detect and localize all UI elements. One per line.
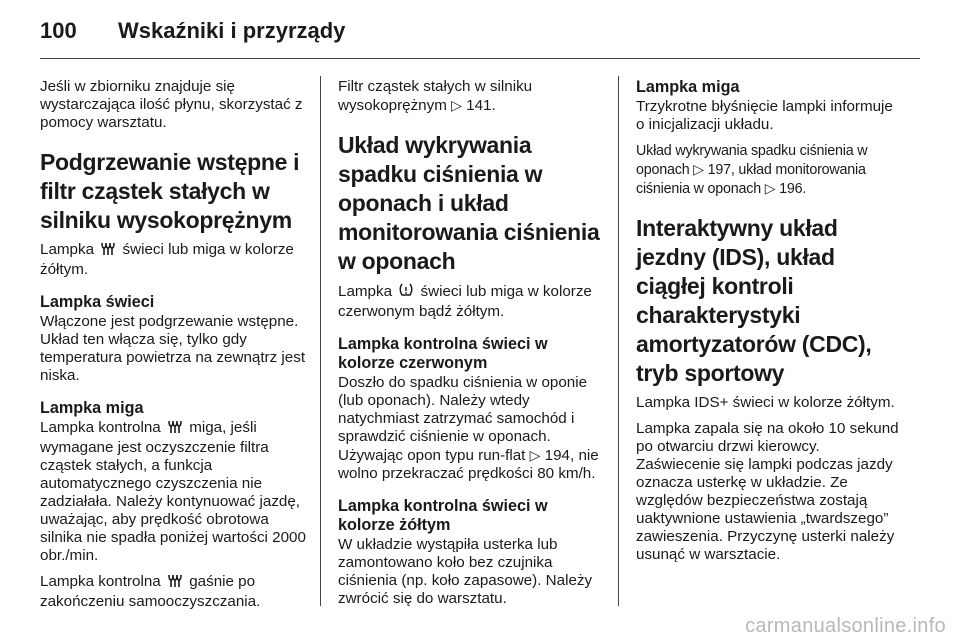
page-link[interactable]: 141.: [466, 97, 496, 114]
chapter-title: Wskaźniki i przyrządy: [118, 18, 346, 43]
lamp-off-paragraph: Lampka kontrolna gaśnie po zakończeniu samooczyszczania.: [40, 573, 261, 610]
page-ref-arrow-icon: ▷: [693, 161, 704, 177]
page-ref-arrow-icon: ▷: [529, 447, 541, 463]
header-rule: [40, 58, 920, 59]
watermark: carmanualsonline.info: [745, 615, 946, 637]
column-2: [338, 78, 608, 616]
page-ref-arrow-icon: ▷: [451, 97, 462, 113]
heading-preheating: Podgrzewanie wstępne i filtr cząstek stałych w silniku wysokoprężnym: [40, 149, 300, 233]
glow-plug-coil-icon: [167, 573, 183, 593]
heading-lamp-yellow: Lampka kontrolna świeci w kolorze żółtym: [338, 497, 548, 534]
heading-lamp-flashes: Lampka miga: [40, 399, 144, 417]
page-link[interactable]: 194,: [544, 447, 575, 464]
lamp-red-paragraph: Doszło do spadku ciśnienia w oponie (lub oponach). Należy wtedy natychmiast zatrzymać samochód i sprawdzić ciśnienie w oponach. Używając opon typu run-flat ▷ 194, nie wolno przekraczać prędkości 80 km/h.: [338, 374, 599, 482]
tyre-pressure-icon: [398, 282, 414, 303]
tpms-reference: Układ wykrywania spadku ciśnienia w oponach ▷ 197, układ monitorowania ciśnienia w oponach ▷ 196.: [636, 143, 868, 197]
glow-plug-coil-icon: [100, 241, 116, 261]
lamp-yellow-text: W układzie wystąpiła usterka lub zamontowano koło bez czujnika ciśnienia (np. koło zapasowe). Należy zwrócić się do warsztatu.: [338, 536, 593, 607]
glow-plug-coil-icon: [167, 419, 183, 439]
heading-lamp-red: Lampka kontrolna świeci w kolorze czerwonym: [338, 335, 548, 372]
preheat-paragraph: Lampka świeci lub miga w kolorze żółtym.: [40, 241, 294, 278]
filter-reference: Filtr cząstek stałych w silniku wysokoprężnym ▷ 141.: [338, 78, 533, 114]
column-divider-1: [320, 76, 321, 606]
ids-paragraph-1: Lampka IDS+ świeci w kolorze żółtym.: [636, 394, 895, 411]
column-divider-2: [618, 76, 619, 606]
lamp-flash-text: Trzykrotne błyśnięcie lampki informuje o inicjalizacji układu.: [636, 98, 893, 133]
tpms-paragraph: Lampka świeci lub miga w kolorze czerwonym bądź żółtym.: [338, 283, 592, 320]
page-header: [40, 18, 345, 58]
column-1: [40, 78, 310, 619]
lamp-lit-text: Włączone jest podgrzewanie wstępne. Układ ten włącza się, tylko gdy temperatura powietrza na zewnątrz jest niska.: [40, 313, 306, 384]
page-link[interactable]: 197,: [707, 162, 735, 178]
lamp-flash-paragraph: Lampka kontrolna miga, jeśli wymagane jest oczyszczenie filtra cząstek stałych, a funkcja automatycznego czyszczenia nie zadziałała. Należy kontynuować jazdę, uważając, aby prędkość obrotowa silnika nie spadła poniżej wartości 2000 obr./min.: [40, 419, 306, 564]
ids-paragraph-2: Lampka zapala się na około 10 sekund po otwarciu drzwi kierowcy. Zaświecenie się lampki podczas jazdy oznacza usterkę w układzie. Ze względów bezpieczeństwa zostają uaktywnione ustawienia „twardszego” zawieszenia. Przyczynę usterki należy usunąć w warsztacie.: [636, 420, 899, 563]
page-ref-arrow-icon: ▷: [764, 180, 776, 196]
heading-tyre-pressure: Układ wykrywania spadku ciśnienia w oponach i układ monitorowania ciśnienia w oponach: [338, 132, 600, 274]
page-link[interactable]: 196.: [779, 181, 807, 197]
heading-lamp-flashes: Lampka miga: [636, 78, 740, 96]
column-3: [636, 78, 904, 572]
heading-ids: Interaktywny układ jezdny (IDS), układ ciągłej kontroli charakterystyki amortyzatorów (CDC), tryb sportowy: [636, 215, 872, 386]
page-number: 100: [40, 18, 77, 43]
heading-lamp-lit: Lampka świeci: [40, 293, 155, 311]
fluid-paragraph: Jeśli w zbiorniku znajduje się wystarczająca ilość płynu, skorzystać z pomocy warsztatu.: [40, 78, 303, 131]
